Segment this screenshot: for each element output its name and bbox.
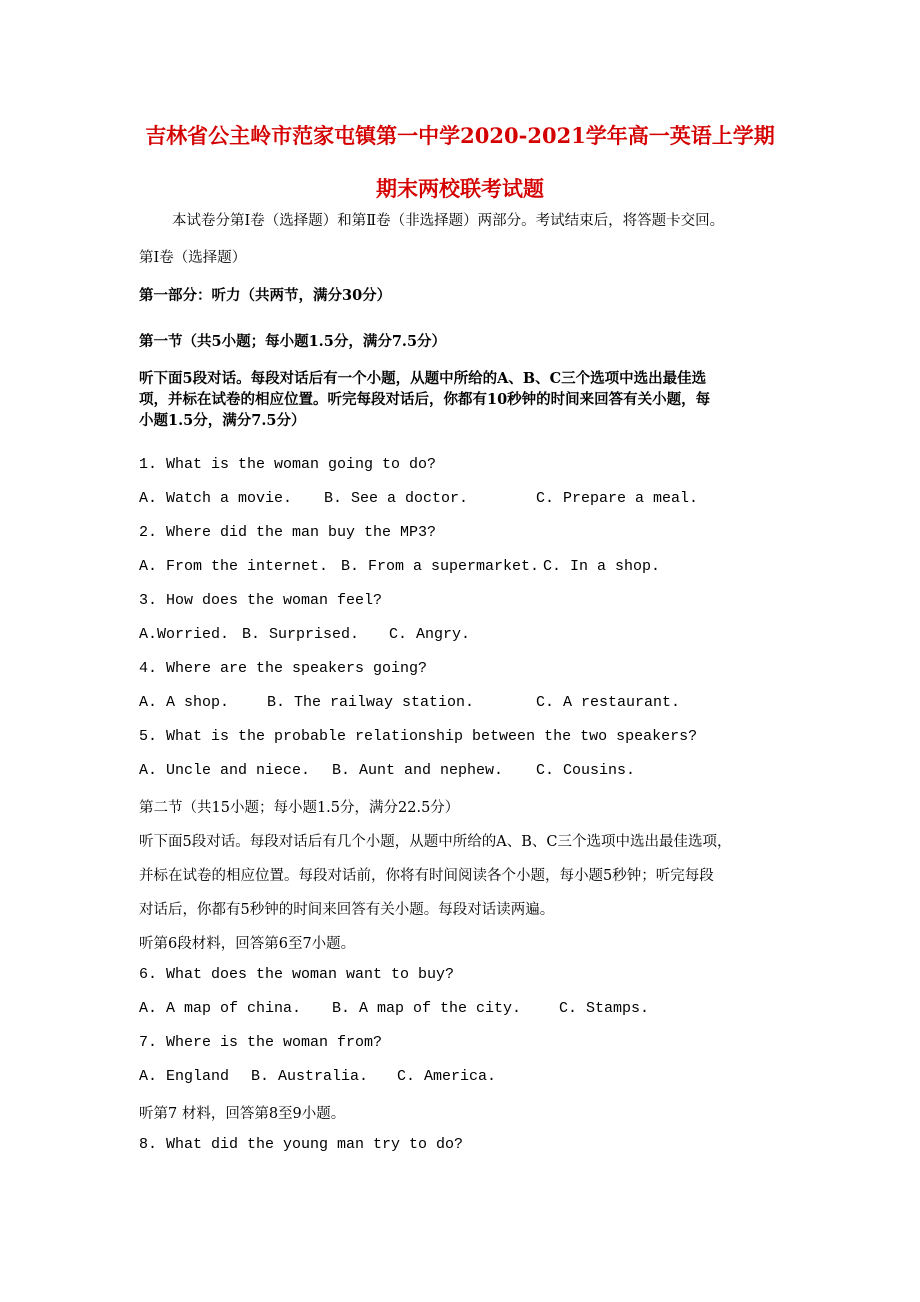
option-b: B. A map of the city. — [332, 1000, 522, 1017]
option-a: A. A shop. — [139, 694, 230, 711]
section2-instruction-line: 并标在试卷的相应位置。每段对话前，你将有时间阅读各个小题，每小题5秒钟；听完每段 — [139, 868, 714, 884]
option-c: C. In a shop. — [543, 558, 661, 575]
question-2: 2. Where did the man buy the MP3? — [139, 524, 437, 541]
question-1: 1. What is the woman going to do? — [139, 456, 437, 473]
volume-heading: 第Ⅰ卷（选择题） — [139, 250, 247, 266]
document-title-line1: 吉林省公主岭市范家屯镇第一中学2020-2021学年高一英语上学期 — [145, 123, 775, 148]
option-b: B. The railway station. — [267, 694, 475, 711]
question-6: 6. What does the woman want to buy? — [139, 966, 455, 983]
question-3: 3. How does the woman feel? — [139, 592, 383, 609]
option-a: A. A map of china. — [139, 1000, 302, 1017]
intro-text: 本试卷分第Ⅰ卷（选择题）和第Ⅱ卷（非选择题）两部分。考试结束后，将答题卡交回。 — [172, 213, 725, 229]
material-7-note: 听第7 材料，回答第8至9小题。 — [139, 1106, 346, 1122]
option-a: A. Watch a movie. — [139, 490, 293, 507]
part1-heading: 第一部分：听力（共两节，满分30分） — [139, 287, 392, 304]
section1-heading: 第一节（共5小题；每小题1.5分，满分7.5分） — [139, 333, 447, 350]
option-b: B. Aunt and nephew. — [332, 762, 504, 779]
question-5: 5. What is the probable relationship between the two speakers? — [139, 728, 698, 745]
option-c: C. Stamps. — [559, 1000, 650, 1017]
section1-instruction-line: 听下面5段对话。每段对话后有一个小题，从题中所给的A、B、C三个选项中选出最佳选 — [139, 370, 707, 387]
option-c: C. Angry. — [389, 626, 471, 643]
section2-instruction-line: 听下面5段对话。每段对话后有几个小题，从题中所给的A、B、C三个选项中选出最佳选项， — [139, 834, 732, 850]
question-7: 7. Where is the woman from? — [139, 1034, 383, 1051]
option-b: B. See a doctor. — [324, 490, 469, 507]
section2-instruction-line: 对话后，你都有5秒钟的时间来回答有关小题。每段对话读两遍。 — [139, 902, 555, 918]
question-4: 4. Where are the speakers going? — [139, 660, 428, 677]
section2-heading: 第二节（共15小题；每小题1.5分，满分22.5分） — [139, 800, 460, 816]
option-b: B. From a supermarket. — [341, 558, 540, 575]
document-title-line2: 期末两校联考试题 — [376, 176, 544, 201]
option-a: A. Uncle and niece. — [139, 762, 311, 779]
option-c: C. A restaurant. — [536, 694, 681, 711]
section1-instruction-line: 小题1.5分，满分7.5分） — [139, 412, 306, 429]
material-6-note: 听第6段材料，回答第6至7小题。 — [139, 936, 356, 952]
section1-instruction-line: 项，并标在试卷的相应位置。听完每段对话后，你都有10秒钟的时间来回答有关小题，每 — [139, 391, 711, 408]
option-b: B. Australia. — [251, 1068, 369, 1085]
option-c: C. America. — [397, 1068, 497, 1085]
question-8: 8. What did the young man try to do? — [139, 1136, 464, 1153]
option-a: A.Worried. — [139, 626, 230, 643]
option-c: C. Prepare a meal. — [536, 490, 699, 507]
option-a: A. England — [139, 1068, 230, 1085]
option-b: B. Surprised. — [242, 626, 360, 643]
option-c: C. Cousins. — [536, 762, 636, 779]
option-a: A. From the internet. — [139, 558, 329, 575]
